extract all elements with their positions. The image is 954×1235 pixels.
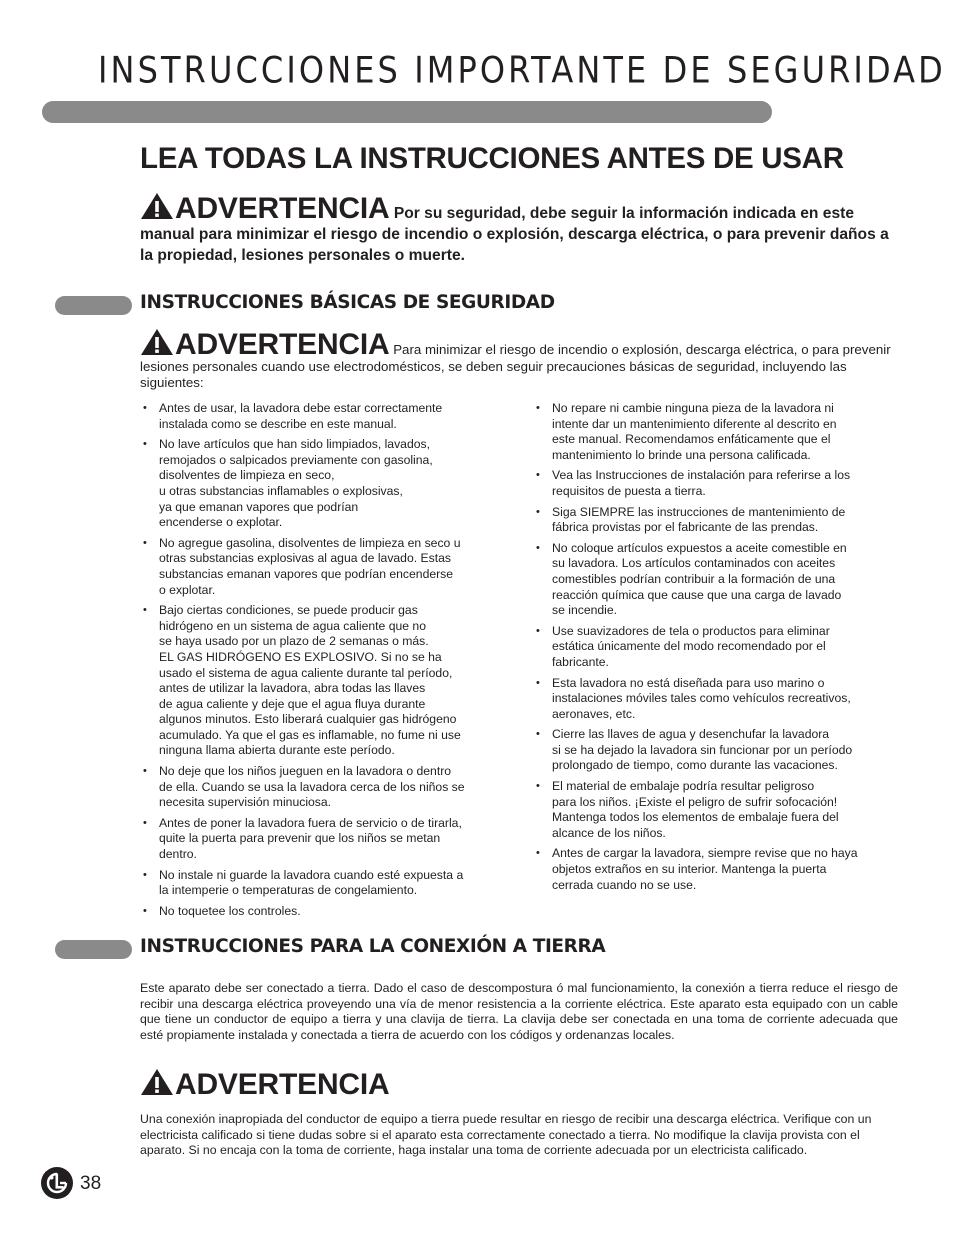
list-item: • Vea las Instrucciones de instalación para referirse a los requisitos de puesta a tierra. [535,468,900,499]
warning-triangle-icon [140,192,174,220]
page-header-title: INSTRUCCIONES IMPORTANTE DE SEGURIDAD [98,48,946,92]
warning-label: ADVERTENCIA [175,192,390,225]
warning-triangle-icon [140,328,174,356]
list-item: • Antes de poner la lavadora fuera de servicio o de tirarla, quite la puerta para prevenir que los niños se metan dentro. [142,816,512,863]
warning-block-basic [140,328,900,392]
lg-logo-icon [40,1166,74,1200]
list-item: • No toquetee los controles. [142,904,512,920]
list-item: • Antes de usar, la lavadora debe estar correctamente instalada como se describe en este manual. [142,401,512,432]
warning-body-text: o para prevenir lesiones personales cuando use electrodomésticos, se deben seguir precauciones básicas de seguridad, incluyendo las siguientes: [140,342,891,390]
list-item: • No lave artículos que han sido limpiados, lavados, remojados o salpicados previamente con gasolina, disolventes de limpieza en seco, u otras substancias inflamables o explosivas, ya que emanan vapores que podrían encenderse o explotar. [142,437,512,531]
page-number: 38 [80,1173,102,1194]
list-item: • Antes de cargar la lavadora, siempre revise que no haya objetos extraños en su interior. Mantenga la puerta cerrada cuando no se use. [535,846,900,893]
list-item: • Use suavizadores de tela o productos para eliminar estática únicamente del modo recomendado por el fabricante. [535,624,900,671]
section-marker-basic [55,296,132,315]
list-item: • No coloque artículos expuestos a aceite comestible en su lavadora. Los artículos contaminados con aceites comestibles podrían contribuir a la formación de una reacción química que cause que una carga de lavado se incendie. [535,541,900,619]
list-item: • No agregue gasolina, disolventes de limpieza en seco u otras substancias explosivas al agua de lavado. Estas substancias emanan vapores que podrían encenderse o explotar. [142,536,512,598]
grounding-warning-text: Una conexión inapropiada del conductor de equipo a tierra puede resultar en riesgo de recibir una descarga eléctrica. Verifique con un electricista calificado si tiene dudas sobre si el aparato esta correctamente conectado a tierra. No modifique la clavija provista con el aparato. Si no encaja con la toma de corriente, haga instalar una toma de corriente adecuada por un electricista calificado. [140,1112,872,1158]
main-heading: LEA TODAS LA INSTRUCCIONES ANTES DE USAR [140,142,844,175]
safety-list-right [535,401,900,898]
list-item: • Bajo ciertas condiciones, se puede producir gas hidrógeno en un sistema de agua caliente que no se haya usado por un plazo de 2 semanas o más. EL GAS HIDRÓGENO ES EXPLOSIVO. Si no se ha usado el sistema de agua caliente durante tal período, antes de utilizar la lavadora, abra todas las llaves de agua caliente y deje que el agua fluya durante algunos minutos. Esto liberará cualquier gas hidrógeno acumulado. Ya que el gas es inflamable, no fume ni use ninguna llama abierta durante este período. [142,603,512,759]
safety-list-left [142,401,512,924]
grounding-paragraph: Este aparato debe ser conectado a tierra. Dado el caso de descompostura ó mal funcionamiento, la conexión a tierra reduce el riesgo de recibir una descarga eléctrica proveyendo una vía de menor resistencia a la corriente eléctrica. Este aparato esta equipado con un cable que tiene un conductor de equipo a tierra y una clavija de tierra. La clavija debe ser conectada en una toma de corriente adecuada que esté propiamente instalada y conectada a tierra de acuerdo con los códigos y ordenanzas locales. [140,981,898,1042]
list-item: • No deje que los niños jueguen en la lavadora o dentro de ella. Cuando se usa la lavadora cerca de los niños se necesita supervisión minuciosa. [142,764,512,811]
list-item: • Siga SIEMPRE las instrucciones de mantenimiento de fábrica provistas por el fabricante de las prendas. [535,505,900,536]
warning-triangle-icon [140,1068,174,1096]
list-item: • No instale ni guarde la lavadora cuando esté expuesta a la intemperie o temperaturas de congelamiento. [142,868,512,899]
warning-block-general [140,192,900,266]
list-item: • Esta lavadora no está diseñada para uso marino o instalaciones móviles tales como vehículos recreativos, aeronaves, etc. [535,676,900,723]
list-item: • No repare ni cambie ninguna pieza de la lavadora ni intente dar un mantenimiento diferente al descrito en este manual. Recomendamos enfáticamente que el mantenimiento lo brinde una persona calificada. [535,401,900,463]
warning-body-text: en este manual para minimizar el riesgo de incendio o explosión, descarga eléctrica, o para prevenir daños a la propiedad, lesiones personales o muerte. [140,205,889,264]
section-title-basic: INSTRUCCIONES BÁSICAS DE SEGURIDAD [140,292,555,313]
list-item: • Cierre las llaves de agua y desenchufar la lavadora si se ha dejado la lavadora sin funcionar por un período prolongado de tiempo, como durante las vacaciones. [535,727,900,774]
warning-lead-text: Para minimizar el riesgo de incendio o explosión, descarga eléctrica, [393,342,798,357]
warning-lead-text: Por su seguridad, debe seguir la información indicada [393,205,796,222]
section-marker-ground [55,940,132,959]
section-title-ground: INSTRUCCIONES PARA LA CONEXIÓN A TIERRA [140,936,606,957]
header-bar [42,101,772,123]
list-item: • El material de embalaje podría resultar peligroso para los niños. ¡Existe el peligro de sufrir sofocación! Mantenga todos los elementos de embalaje fuera del alcance de los niños. [535,779,900,841]
warning-block-ground [140,1068,389,1102]
warning-label: ADVERTENCIA [175,328,390,361]
warning-label: ADVERTENCIA [175,1068,390,1101]
